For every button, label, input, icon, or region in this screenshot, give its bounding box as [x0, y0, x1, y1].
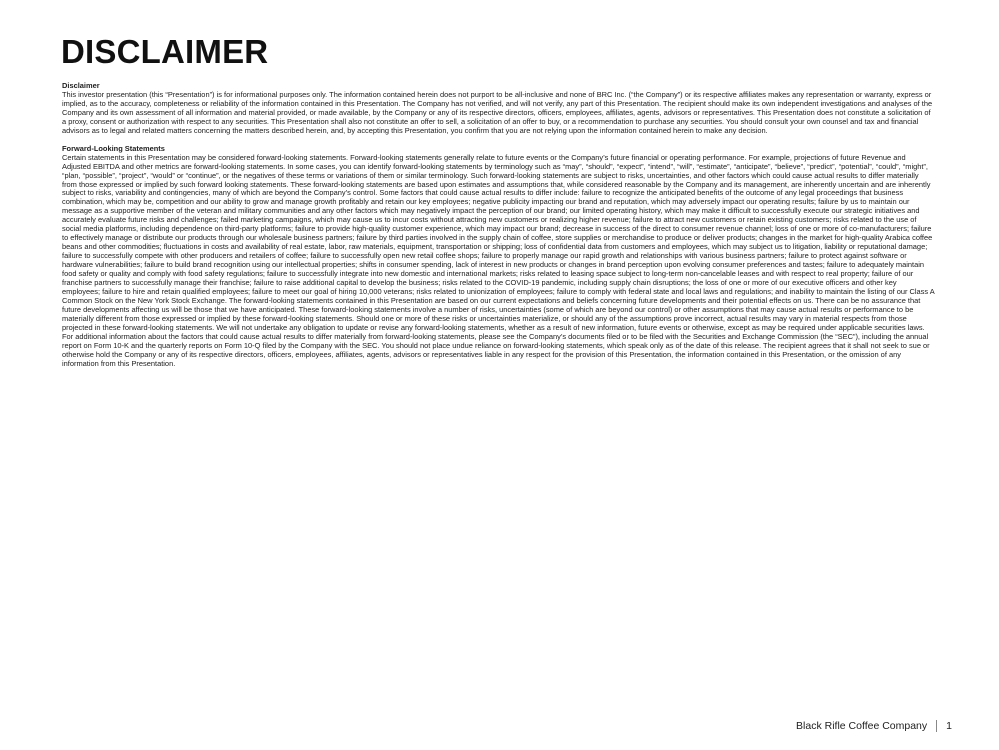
page-footer: [796, 719, 952, 733]
section-heading-disclaimer: Disclaimer: [62, 81, 100, 90]
disclaimer-content: [62, 82, 935, 378]
footer-divider: [936, 720, 937, 732]
footer-company-name: Black Rifle Coffee Company: [796, 720, 928, 732]
disclaimer-section: [62, 82, 935, 136]
page-title: DISCLAIMER: [61, 33, 269, 70]
section-body-disclaimer: This investor presentation (this “Presentation”) is for informational purposes only. The information contained herein does not purport to be all-inclusive and none of BRC Inc. (“the Company”) or its respective affiliates makes any representation or warranty, express or implied, as to the accuracy, completeness or reliability of the information contained in this Presentation. The Company has not verified, and will not verify, any part of this Presentation. The recipient should make its own independent investigations and analyses of the Company and its own assessment of all information and material provided, or made available, by the Company or any of its respective directors, officers, employees, affiliates, agents, advisors or representatives. This Presentation does not constitute a solicitation of a proxy, consent or authorization with respect to any securities. This Presentation shall also not constitute an offer to sell, a solicitation of an offer to buy, or a recommendation to purchase any securities. You should consult your own counsel and tax and financial advisors as to legal and related matters concerning the matters described herein, and, by accepting this Presentation, you confirm that you are not relying upon the information contained herein to make any decision.: [62, 89, 933, 135]
forward-looking-section: [62, 145, 935, 369]
section-body-forward-looking: Certain statements in this Presentation may be considered forward-looking statements. Forward-looking statements generally relate to future events or the Company’s future financial or operating performance. For example, projections of future Revenue and Adjusted EBITDA and other metrics are forward-looking statements. In some cases, you can identify forward-looking statements by terminology such as “may”, “should”, “expect”, “intend”, “will”, “estimate”, “anticipate”, “believe”, “predict”, “potential”, “could”, “might”, “plan, “possible”, “project”, “would” or “continue”, or the negatives of these terms or variations of them or similar terminology. Such forward-looking statements are subject to risks, uncertainties, and other factors which could cause actual results to differ materially from those expressed or implied by such forward looking statements. These forward-looking statements are based upon estimates and assumptions that, while considered reasonable by the Company and its management, are inherently uncertain and are inherently subject to risks, variability and contingencies, many of which are beyond the Company’s control. Some factors that could cause actual results to differ include: failure to recognize the anticipated benefits of the outcome of any legal proceedings that business combination, which may be, competition and our ability to grow and manage growth profitably and retain our key employees; negative publicity impacting our brand and reputation, which may adversely impact our operating results; failure by us to maintain our message as a supportive member of the veteran and military communities and any other factors which may negatively impact the perception of our brand; our limited operating history, which may make it difficult to successfully execute our strategic initiatives and accurately evaluate future risks and challenges; failed marketing campaigns, which may cause us to incur costs without attracting new customers or realizing higher revenue; failure to attract new customers or retain existing customers; risks related to the use of social media platforms, including dependence on third-party platforms; failure to provide high-quality customer experience, which may impact our brand; decrease in success of the direct to consumer revenue channel; loss of one or more of co-manufacturers; failure to effectively manage or distribute our products through our wholesale business partners; failure by third parties involved in the supply chain of coffee, store supplies or merchandise to produce or deliver products; changes in the market for high-quality Arabica coffee beans and other commodities; fluctuations in costs and availability of real estate, labor, raw materials, equipment, transportation or shipping; loss of confidential data from customers and employees, which may subject us to litigation, liability or reputational damage; failure to successfully compete with other producers and retailers of coffee; failure to successfully open new retail coffee shops; failure to properly manage our rapid growth and relationships with various business partners; failure to protect against software or hardware vulnerabilities; failure to build brand recognition using our intellectual properties; shifts in consumer spending, lack of interest in new products or changes in brand perception upon evolving consumer preferences and tastes; failure to adequately maintain food safety or quality and comply with food safety regulations; failure to successfully integrate into new domestic and international markets; risks related to leasing space subject to long-term non-cancelable leases and with respect to real property; failure of our franchise partners to successfully manage their franchise; failure to raise additional capital to develop the business; risks related to the COVID-19 pandemic, including supply chain disruptions; the loss of one or more of our executive officers and other key employees; failure to hire and retain qualified employees; failure to meet our goal of hiring 10,000 veterans; risks related to unionization of employees; failure to comply with federal state and local laws and regulations; and inability to maintain the listing of our Class A Common Stock on the New York Stock Exchange. The forward-looking statements contained in this Presentation are based on our current expectations and beliefs concerning future developments and their potential effects on us. There can be no assurance that future developments affecting us will be those that we have anticipated. These forward-looking statements involve a number of risks, uncertainties (some of which are beyond our control) or other assumptions that may cause actual results or performance to be materially different from those expressed or implied by these forward-looking statements. Should one or more of these risks or uncertainties materialize, or should any of the assumptions prove incorrect, actual results may vary in material respects from those projected in these forward-looking statements. We will not undertake any obligation to update or revise any forward-looking statements, whether as a result of new information, future events or otherwise, except as may be required under applicable securities laws. For additional information about the factors that could cause actual results to differ materially from forward-looking statements, please see the Company’s documents filed or to be filed with the Securities and Exchange Commission (the “SEC”), including the annual report on Form 10-K and the quarterly reports on Form 10-Q filed by the Company with the SEC. You should not place undue reliance on forward-looking statements, which speak only as of the date of this release. The recipient agrees that it shall not seek to sue or otherwise hold the Company or any of its respective directors, officers, employees, affiliates, agents, advisors or representatives liable in any respect for the provision of this Presentation, the information contained in this Presentation, or the omission of any information from this Presentation.: [62, 152, 935, 368]
footer-page-number: 1: [946, 720, 952, 732]
section-heading-forward-looking: Forward-Looking Statements: [62, 143, 165, 153]
